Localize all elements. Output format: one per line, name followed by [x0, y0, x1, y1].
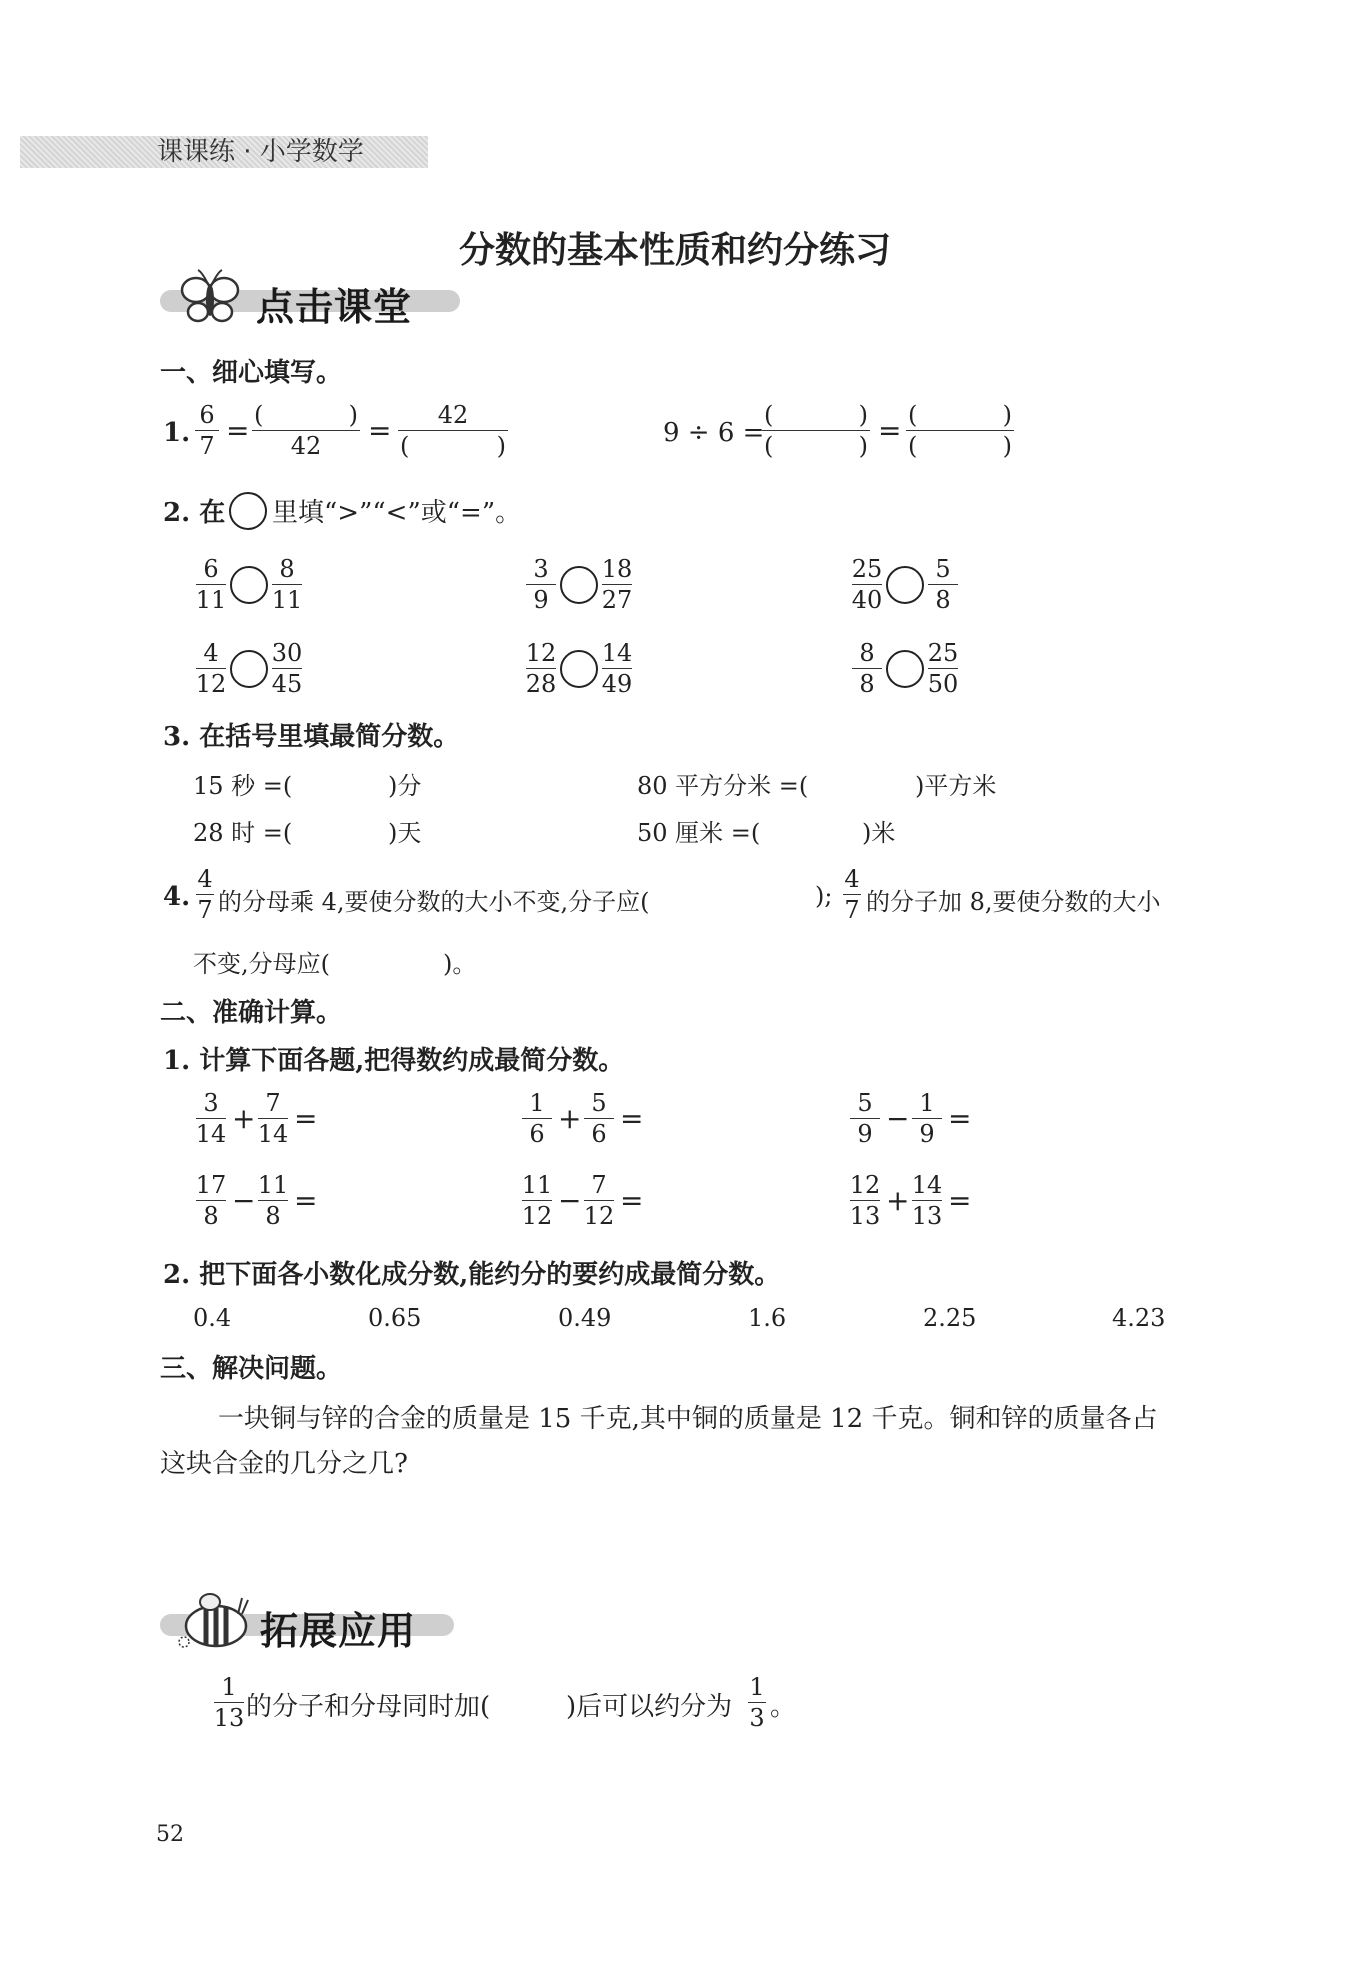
page-title: 分数的基本性质和约分练习 [458, 230, 891, 271]
page-number: 52 [156, 1822, 184, 1847]
q4-text-3: 的分子加 8,要使分数的大小 [866, 888, 1161, 916]
q2-answer-circle[interactable] [230, 566, 268, 604]
q2-right-fraction: 8 11 [271, 555, 303, 614]
problem-line-1: 一块铜与锌的合金的质量是 15 千克,其中铜的质量是 12 千克。铜和锌的质量各占 [218, 1404, 1158, 1434]
q2-answer-circle[interactable] [560, 566, 598, 604]
q3-item-3: 28 时 =( [193, 819, 293, 847]
banner-classroom-text: 点击课堂 [256, 285, 413, 329]
section-1-heading: 一、细心填写。 [160, 358, 343, 388]
ext-text-2: )后可以约分为 [566, 1692, 733, 1722]
banner-extension-text: 拓展应用 [260, 1609, 417, 1653]
decimal-6: 4.23 [1112, 1304, 1166, 1332]
banner-classroom [160, 280, 460, 329]
calc-equals: = [948, 1184, 972, 1217]
q3-item-2: 80 平方分米 =( [637, 772, 809, 800]
bee-icon [176, 1590, 254, 1654]
q1-number: 1. [163, 418, 191, 448]
q1-fraction-a: 6 7 [195, 400, 219, 461]
q2-answer-circle[interactable] [560, 650, 598, 688]
calc-equals: = [620, 1102, 644, 1135]
q2-circle-example [229, 492, 267, 530]
q2-left-fraction: 8 8 [852, 638, 882, 699]
q3-item-1-end: )分 [388, 772, 422, 800]
calc1-label: 1. 计算下面各题,把得数约成最简分数。 [163, 1046, 625, 1076]
calc-fraction-right: 7 14 [257, 1089, 289, 1148]
calc2-label: 2. 把下面各小数化成分数,能约分的要约成最简分数。 [163, 1260, 781, 1290]
calc-operator: − [886, 1102, 910, 1135]
q4-fraction-2: 4 7 [844, 865, 860, 924]
q1-fraction-b: ( ) 42 [254, 401, 358, 460]
decimal-3: 0.49 [558, 1304, 612, 1332]
q1-fraction-c: 42 ( ) [400, 401, 506, 460]
q3-item-4: 50 厘米 =( [637, 819, 761, 847]
q2-left-fraction: 6 11 [195, 555, 227, 614]
q2-right-fraction: 14 49 [601, 639, 633, 698]
q2-right-fraction: 5 8 [928, 554, 958, 615]
calc-equals: = [294, 1184, 318, 1217]
q1-equals-3: = [878, 414, 902, 447]
decimal-4: 1.6 [748, 1304, 787, 1332]
decimal-1: 0.4 [193, 1304, 232, 1332]
q2-left-fraction: 25 40 [851, 555, 883, 614]
q3-item-2-end: )平方米 [915, 772, 997, 800]
calc-operator: + [558, 1102, 582, 1135]
q2-left-fraction: 12 28 [525, 639, 557, 698]
section-3-heading: 三、解决问题。 [160, 1354, 343, 1384]
q2-answer-circle[interactable] [886, 566, 924, 604]
q1-equals-2: = [368, 414, 392, 447]
calc-operator: + [886, 1184, 910, 1217]
calc-fraction-left: 5 9 [850, 1088, 880, 1149]
q2-answer-circle[interactable] [230, 650, 268, 688]
calc-equals: = [948, 1102, 972, 1135]
q2-text: 里填“>”“<”或“=”。 [272, 498, 522, 528]
calc-fraction-left: 11 12 [521, 1171, 553, 1230]
calc-fraction-left: 12 13 [849, 1171, 881, 1230]
q4-text-2: ); [815, 882, 833, 910]
ext-fraction-1: 1 13 [213, 1673, 245, 1732]
q3-item-3-end: )天 [388, 819, 422, 847]
calc-fraction-right: 11 8 [257, 1171, 289, 1230]
calc-equals: = [294, 1102, 318, 1135]
q2-answer-circle[interactable] [886, 650, 924, 688]
q1-fraction-e: ( ) ( ) [908, 401, 1012, 460]
calc-fraction-left: 3 14 [195, 1089, 227, 1148]
butterfly-icon [178, 268, 242, 328]
q1-equals-1: = [226, 414, 250, 447]
calc-fraction-right: 7 12 [583, 1171, 615, 1230]
q1-fraction-d: ( ) ( ) [764, 401, 868, 460]
q3-label: 3. 在括号里填最简分数。 [163, 722, 460, 752]
q1-expr: 9 ÷ 6 = [663, 418, 765, 448]
calc-fraction-right: 1 9 [912, 1088, 942, 1149]
header-text: 课课练 · 小学数学 [157, 137, 364, 167]
ext-text-3: 。 [770, 1692, 797, 1722]
calc-equals: = [620, 1184, 644, 1217]
ext-fraction-2: 1 3 [749, 1673, 765, 1732]
calc-operator: + [232, 1102, 256, 1135]
q4-number: 4. [163, 882, 191, 912]
calc-operator: − [558, 1184, 582, 1217]
section-2-heading: 二、准确计算。 [160, 998, 343, 1028]
q2-right-fraction: 30 45 [271, 639, 303, 698]
calc-fraction-right: 5 6 [584, 1088, 614, 1149]
q2-label: 2. 在 [163, 498, 226, 528]
q2-left-fraction: 4 12 [195, 639, 227, 698]
ext-text-1: 的分子和分母同时加( [246, 1692, 491, 1722]
q2-right-fraction: 18 27 [601, 555, 633, 614]
q3-item-1: 15 秒 =( [193, 772, 293, 800]
decimal-2: 0.65 [368, 1304, 422, 1332]
q3-item-4-end: )米 [862, 819, 896, 847]
problem-line-2: 这块合金的几分之几? [160, 1449, 408, 1479]
banner-extension [160, 1604, 454, 1653]
q2-left-fraction: 3 9 [526, 554, 556, 615]
calc-fraction-right: 14 13 [911, 1171, 943, 1230]
q4-text-1: 的分母乘 4,要使分数的大小不变,分子应( [218, 888, 650, 916]
decimal-5: 2.25 [923, 1304, 977, 1332]
calc-operator: − [232, 1184, 256, 1217]
q4-text-4: 不变,分母应( [193, 950, 330, 978]
calc-fraction-left: 1 6 [522, 1088, 552, 1149]
q4-text-5: )。 [443, 950, 477, 978]
q2-right-fraction: 25 50 [927, 639, 959, 698]
calc-fraction-left: 17 8 [195, 1171, 227, 1230]
q4-fraction-1: 4 7 [197, 865, 213, 924]
